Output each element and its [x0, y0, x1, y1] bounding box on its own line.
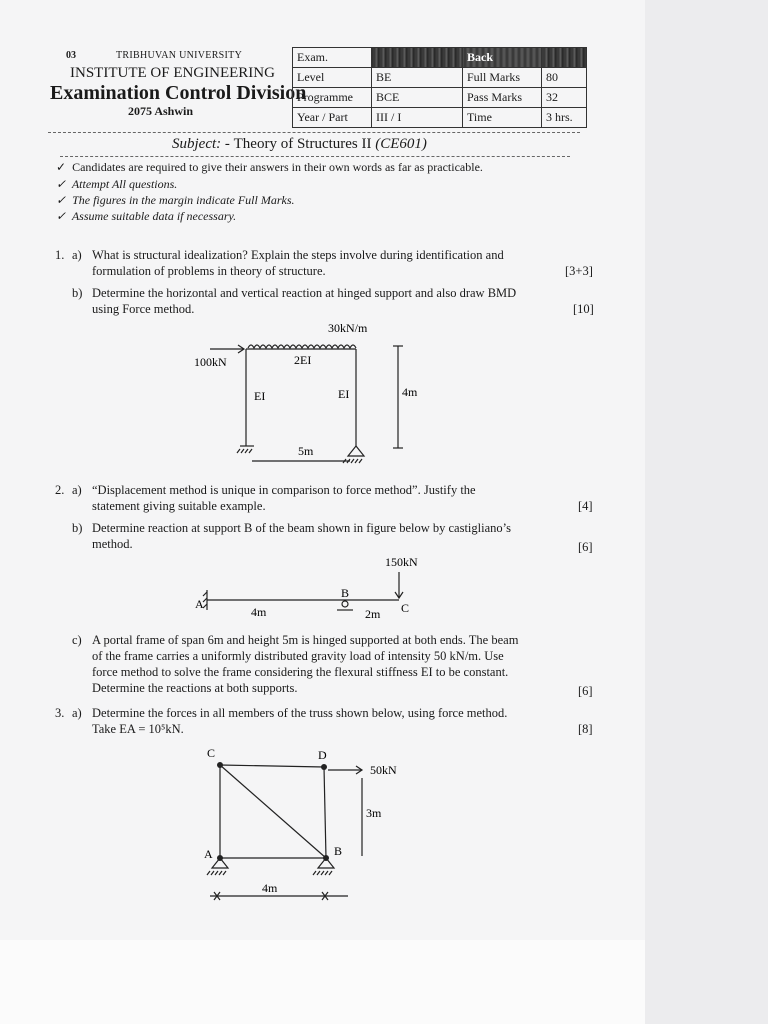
span-bc-label: 2m: [365, 607, 381, 621]
marks: [3+3]: [565, 264, 593, 278]
beam-stiffness-label: 2EI: [294, 353, 312, 367]
marks: [4]: [578, 499, 593, 513]
label-b: B: [341, 586, 350, 600]
instruction-item: ✓ Attempt All questions.: [56, 177, 178, 191]
instruction-item: ✓ Candidates are required to give their answers in their own words as far as practicable.: [56, 160, 483, 174]
question-text: of the frame carries a uniformly distributed gravity load of intensity 50 kN/m. Use: [92, 649, 504, 663]
question-part: c): [72, 633, 82, 647]
question-text: method.: [92, 537, 133, 551]
table-row: [293, 108, 587, 128]
question-text: Determine reaction at support B of the beam shown in figure below by castigliano’s: [92, 521, 511, 535]
question-part: a): [72, 483, 82, 497]
table-cell: Back: [463, 48, 542, 68]
instruction-item: ✓ Assume suitable data if necessary.: [56, 209, 237, 223]
table-cell: III / I: [372, 108, 463, 128]
height-label: 4m: [402, 385, 418, 399]
truss-member-cb: [220, 765, 326, 858]
exam-session: 2075 Ashwin: [128, 104, 194, 118]
table-cell: Full Marks: [463, 68, 542, 88]
university-name: TRIBHUVAN UNIVERSITY: [116, 50, 243, 61]
question-text: Take EA = 10⁵kN.: [92, 722, 184, 736]
frame-figure: [180, 318, 440, 468]
question-part: a): [72, 706, 82, 720]
instruction-text: The figures in the margin indicate Full Marks.: [72, 193, 295, 207]
point-load-label: 100kN: [194, 355, 227, 369]
label-a: A: [204, 847, 213, 861]
roller-support-b: [342, 601, 348, 607]
marks: [10]: [573, 302, 594, 316]
table-cell: Level: [293, 68, 372, 88]
table-cell: BE: [372, 68, 463, 88]
label-c: C: [401, 601, 410, 615]
table-row: [293, 48, 587, 68]
table-row: [293, 68, 587, 88]
table-cell: Pass Marks: [463, 88, 542, 108]
truss-member-db: [324, 767, 326, 858]
table-cell: BCE: [372, 88, 463, 108]
label-a: A: [195, 597, 204, 611]
node-c: [217, 762, 223, 768]
question-text: “Displacement method is unique in comparison to force method”. Justify the: [92, 483, 476, 497]
node-d: [321, 764, 327, 770]
truss-figure: [190, 743, 420, 918]
subject-name: Theory of Structures II: [233, 136, 372, 152]
label-b: B: [334, 844, 343, 858]
beam-figure: [185, 552, 425, 627]
question-text: Determine the forces in all members of the truss shown below, using force method.: [92, 706, 508, 720]
table-cell: 32: [542, 88, 587, 108]
question-number: 3.: [55, 706, 65, 720]
right-margin: [645, 0, 768, 1024]
question-text: Determine the reactions at both supports.: [92, 681, 298, 695]
question-text: statement giving suitable example.: [92, 499, 266, 513]
question-text: force method to solve the frame considering the flexural stiffness EI to be constant.: [92, 665, 509, 679]
question-part: b): [72, 521, 83, 535]
table-cell: 80: [542, 68, 587, 88]
marks: [6]: [578, 684, 593, 698]
marks: [6]: [578, 540, 593, 554]
span-label: 5m: [298, 444, 314, 458]
table-cell: 3 hrs.: [542, 108, 587, 128]
node-b: [323, 855, 329, 861]
subject-code: (CE601): [375, 136, 427, 152]
instruction-text: Assume suitable data if necessary.: [71, 209, 237, 223]
table-cell: [542, 48, 587, 68]
table-cell: [372, 48, 463, 68]
paper-code: 03: [66, 50, 76, 61]
label-d: D: [318, 748, 327, 762]
table-row: [293, 88, 587, 108]
exam-info-table: [292, 47, 587, 128]
instruction-text: Candidates are required to give their answers in their own words as far as practicable.: [72, 160, 483, 174]
load-label: 50kN: [370, 763, 397, 777]
question-number: 1.: [55, 248, 65, 262]
table-cell: Programme: [293, 88, 372, 108]
right-support: [348, 446, 364, 456]
udl-label: 30kN/m: [328, 321, 368, 335]
table-cell: Time: [463, 108, 542, 128]
span-ab-label: 4m: [251, 605, 267, 619]
subject-line: [172, 136, 427, 153]
table-cell: Exam.: [293, 48, 372, 68]
question-text: Determine the horizontal and vertical reaction at hinged support and also draw BMD: [92, 286, 517, 300]
left-column-stiffness-label: EI: [254, 389, 266, 403]
instruction-item: ✓ The figures in the margin indicate Full Marks.: [56, 193, 295, 207]
instruction-text: Attempt All questions.: [71, 177, 178, 191]
question-number: 2.: [55, 483, 65, 497]
question-text: using Force method.: [92, 302, 195, 316]
question-part: b): [72, 286, 83, 300]
bottom-margin: [0, 940, 645, 1024]
subject-prefix: Subject: -: [172, 136, 234, 152]
question-text: What is structural idealization? Explain the steps involve during identification and: [92, 248, 504, 262]
question-text: A portal frame of span 6m and height 5m is hinged supported at both ends. The beam: [92, 633, 519, 647]
question-part: a): [72, 248, 82, 262]
marks: [8]: [578, 722, 593, 736]
division-name: Examination Control Division: [50, 82, 307, 104]
divider: [60, 156, 570, 157]
label-c: C: [207, 746, 216, 760]
right-column-stiffness-label: EI: [338, 387, 350, 401]
table-cell: Year / Part: [293, 108, 372, 128]
node-a: [217, 855, 223, 861]
load-label: 150kN: [385, 555, 418, 569]
height-label: 3m: [366, 806, 382, 820]
institute-name: INSTITUTE OF ENGINEERING: [70, 65, 275, 81]
question-text: formulation of problems in theory of structure.: [92, 264, 326, 278]
width-label: 4m: [262, 881, 278, 895]
truss-member-cd: [220, 765, 324, 767]
divider: [48, 132, 580, 133]
udl-symbol: [248, 345, 356, 348]
